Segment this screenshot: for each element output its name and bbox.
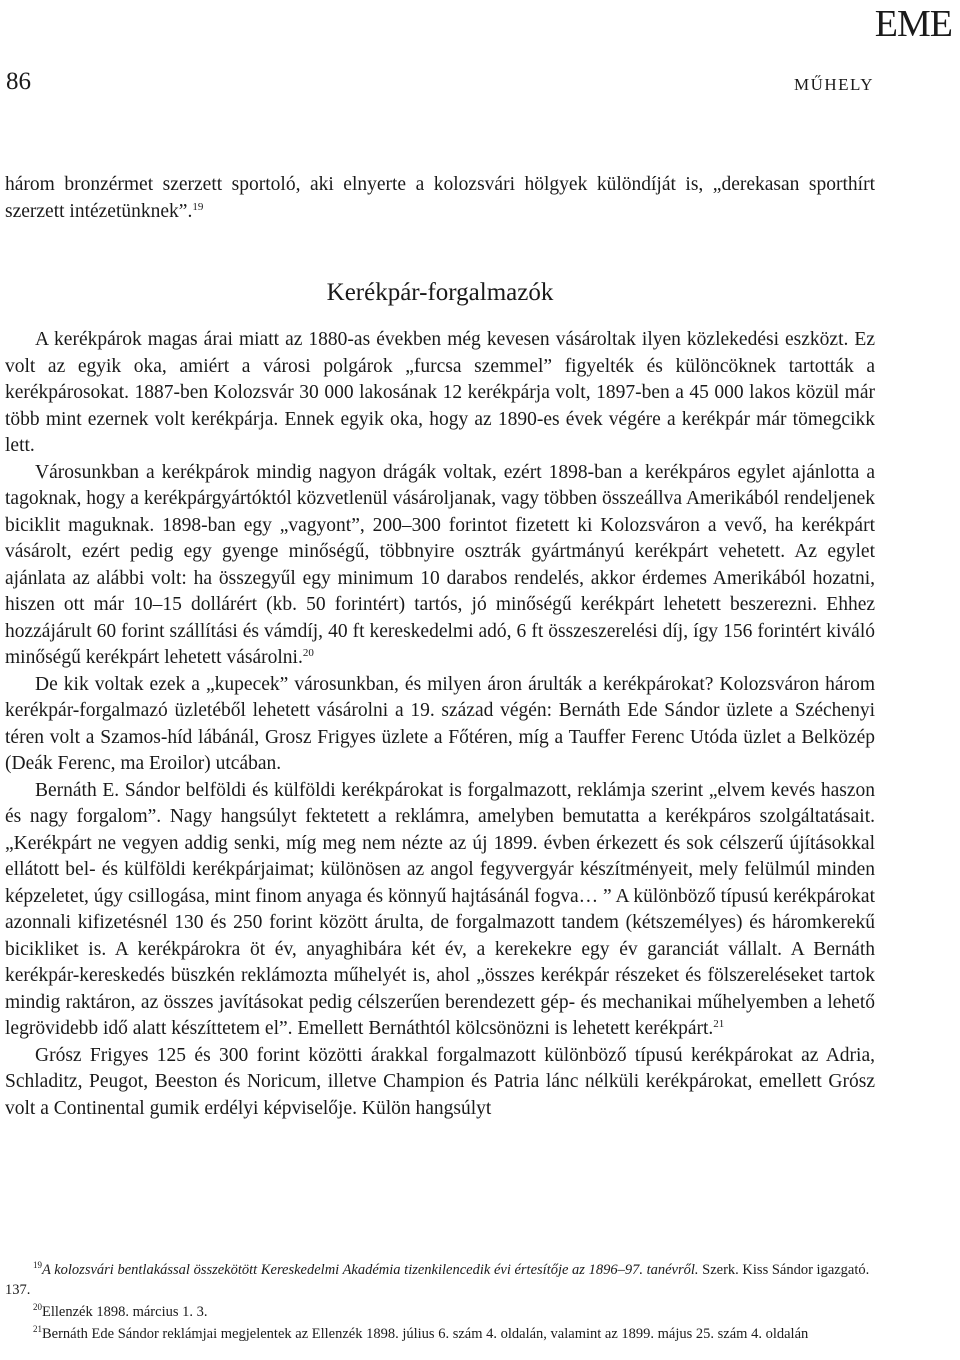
footnotes (5, 1260, 875, 1346)
footnote-number: 21 (33, 1324, 42, 1334)
paragraph: A kerékpárok magas árai miatt az 1880-as években még kevesen vásároltak ilyen közlekedési eszközt. Ez volt az egyik oka, amiért a városi polgárok „furcsa szemmel” figyelték és különcöknek tartották a kerékpárosokat. 1887-ben Kolozsvár 30 000 lakosának 12 kerékpárja volt, 1897-ben a 45 000 lakos közül már több mint ezernek volt kerékpárja. Ennek egyik oka, hogy az 1890-es évek végére a kerékpár már tömegcikk lett. (5, 329, 875, 456)
article-body (5, 172, 875, 1122)
footnote (5, 1302, 875, 1322)
footnote-number: 20 (33, 1302, 42, 1312)
journal-logo: EME (874, 3, 952, 45)
paragraph-text: Bernáth E. Sándor belföldi és külföldi kerékpárokat is forgalmazott, reklámja szerint „elvem kevés haszon és nagy forgalom”. Nagy hangsúlyt fektetett a reklámra, amelyben bemutatta a kerékpáros szolgáltatásait. „Kerékpárt ne vegyen addig senki, míg meg nem nézte az új 1899. évben érkezett és sok célszerű újításokkal ellátott bel- és külföldi kerékpárjaimat; különösen az angol fegyvergyár készítményeit, mely felülmúl minden képzeletet, úgy csillogása, mint finom anyaga és könnyű hajtásánál fogva… ” A különböző típusú kerékpárokat azonnali kifizetésnél 130 és 250 forint között árulta, de forgalmazott tandem (kétszemélyes) és háromkerekű bicikliket is. A kerékpárokra öt év, anyaghibára két év, a kerekekre egy év garanciát vállalt. A Bernáth kerékpár-kereskedés büszkén reklámozta műhelyét is, ahol „összes kerékpár részeket és fölszereléseket tartok mindig raktáron, az összes javításokat pedig célszerűen berendezett gép- és mechanikai műhelyemben a lehető legrövidebb idő alatt készíttetem el”. Emellett Bernáthtól kölcsönözni is lehetett kerékpárt. (5, 779, 875, 1039)
section-title: MŰHELY (793, 75, 874, 94)
paragraph: Grósz Frigyes 125 és 300 forint közötti árakkal forgalmazott különböző típusú kerékpárokat az Adria, Schladitz, Peugot, Beeston és Noricum, illetve Champion és Patria lánc nélküli kerékpárokat, emellett Grósz volt a Continental gumik erdélyi képviselője. Külön hangsúlyt (5, 1044, 875, 1119)
footnote-text: Bernáth Ede Sándor reklámjai megjelentek az Ellenzék 1898. július 6. szám 4. oldalán, valamint az 1899. május 25. szám 4. oldalán (42, 1326, 809, 1342)
footnote-title: A kolozsvári bentlakással összekötött Kereskedelmi Akadémia tizenkilencedik évi értesítője az 1896–97. tanévről. (42, 1262, 699, 1278)
paragraph: De kik voltak ezek a „kupecek” városunkban, és milyen áron árulták a kerékpárokat? Kolozsváron három kerékpár-forgalmazó üzletéből lehetett vásárolni a 19. század végén: Bernáth Ede Sándor üzlete a Széchenyi téren volt a Szamos-híd lábánál, Grosz Frigyes üzlete a Főtéren, míg a Tauffer Ferenc Utóda üzlet a Belközép (Deák Ferenc, ma Eroilor) utcában. (5, 673, 875, 774)
footnote (5, 1260, 875, 1300)
footnote (5, 1324, 875, 1344)
footnote-ref: 19 (192, 200, 204, 213)
paragraph (5, 778, 875, 1043)
footnote-ref: 21 (713, 1018, 725, 1030)
paragraph-text: három bronzérmet szerzett sportoló, aki elnyerte a kolozsvári hölgyek különdíját is, „derekasan sporthírt szerzett intézetünknek”. (5, 174, 875, 222)
footnote-text: Ellenzék 1898. március 1. 3. (42, 1304, 208, 1320)
page-number: 86 (6, 68, 31, 95)
footnote-text: Szerk. Kiss Sándor igazgató. 137. (5, 1262, 870, 1298)
footnote-ref: 20 (302, 647, 314, 659)
paragraph (5, 460, 875, 672)
footnote-number: 19 (33, 1260, 42, 1270)
section-heading: Kerékpár-forgalmazók (326, 279, 554, 306)
paragraph-text: Városunkban a kerékpárok mindig nagyon drágák voltak, ezért 1898-ban a kerékpáros egylet ajánlotta a tagoknak, hogy a kerékpárgyártóktól közvetlenül vásároljanak, vagy többen összeállva Amerikából rendeljenek biciklit maguknak. 1898-ban egy „vagyont”, 200–300 forintot fizetett ki Kolozsváron a vevő, ha kerékpárt vásárolt, ezért pedig egy gyenge minőségű, többnyire osztrák gyártmányú kerékpárt vehetett. Az egylet ajánlata az alábbi volt: ha összegyűl egy minimum 10 darabos rendelés, akkor érdemes Amerikából hozatni, hiszen ott már 10–15 dollárért (kb. 50 forintért) tartós, jó minőségű kerékpárt lehetett beszerezni. Ehhez hozzájárult 60 forint szállítási és vámdíj, 40 ft kereskedelmi adó, 6 ft összeszerelési díj, így 156 forintért kiváló minőségű kerékpárt lehetett vásárolni. (5, 461, 875, 668)
paragraph-continued (5, 172, 875, 225)
